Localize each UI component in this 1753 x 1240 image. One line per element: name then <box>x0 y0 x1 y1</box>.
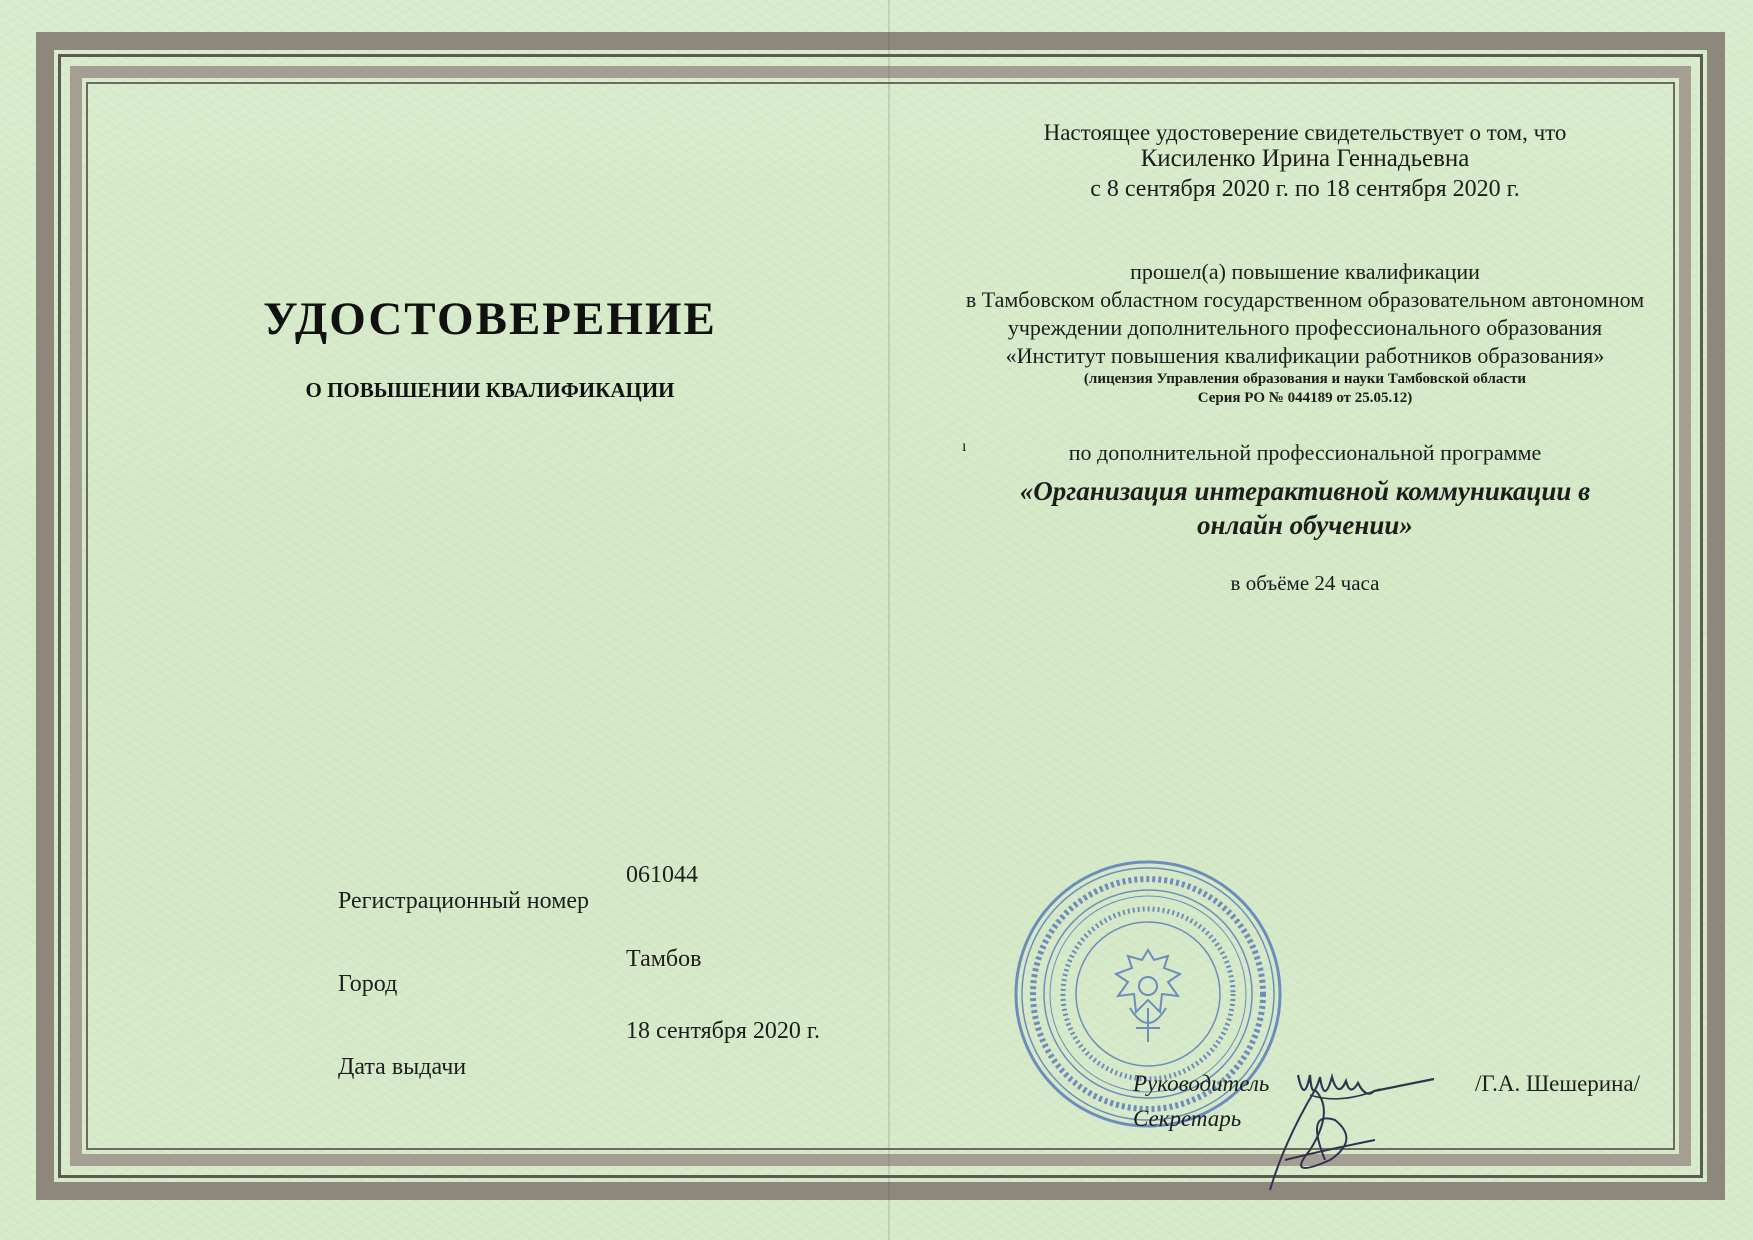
program-title <box>890 474 1720 542</box>
license-line-1: (лицензия Управления образования и науки Тамбовской области <box>1083 371 1527 387</box>
inner-frame-line <box>86 82 1675 1150</box>
head-signature-label: Руководитель <box>1133 1071 1270 1096</box>
course-dates: с 8 сентября 2020 г. по 18 сентября 2020 г. <box>1090 176 1520 202</box>
issue-date-label: Дата выдачи <box>338 1054 467 1080</box>
institution-line-2: учреждении дополнительного профессионального образования <box>1007 315 1603 340</box>
issue-date-value: 18 сентября 2020 г. <box>626 1018 821 1044</box>
stray-mark: ı <box>962 438 967 455</box>
license-line-2: Серия РО № 044189 от 25.05.12) <box>1197 390 1413 406</box>
completed-text <box>890 258 1720 408</box>
program-title-line-1: «Организация интерактивной коммуникации в <box>1019 476 1591 506</box>
institution-line-3: «Институт повышения квалификации работников образования» <box>1005 343 1605 368</box>
holder-name: Кисиленко Ирина Геннадьевна <box>1140 145 1470 172</box>
secretary-signature-label: Секретарь <box>1133 1106 1242 1131</box>
registration-number-value: 061044 <box>626 862 698 888</box>
course-volume: в объёме 24 часа <box>1230 571 1380 595</box>
certificate-title: УДОСТОВЕРЕНИЕ <box>263 293 717 345</box>
secretary-signature-icon <box>1255 1080 1395 1200</box>
program-title-line-2: онлайн обучении» <box>1197 510 1413 540</box>
city-label: Город <box>338 971 398 997</box>
registration-number-label: Регистрационный номер <box>338 888 590 914</box>
certificate-subtitle: О ПОВЫШЕНИИ КВАЛИФИКАЦИИ <box>305 378 675 402</box>
head-name: /Г.А. Шешерина/ <box>1475 1071 1640 1096</box>
city-value: Тамбов <box>626 946 702 972</box>
completed-line: прошел(а) повышение квалификации <box>1130 259 1480 284</box>
program-intro: по дополнительной профессиональной программе <box>1068 440 1542 465</box>
institution-line-1: в Тамбовском областном государственном образовательном автономном <box>965 287 1645 312</box>
intro-text: Настоящее удостоверение свидетельствует о том, что <box>1043 120 1567 145</box>
